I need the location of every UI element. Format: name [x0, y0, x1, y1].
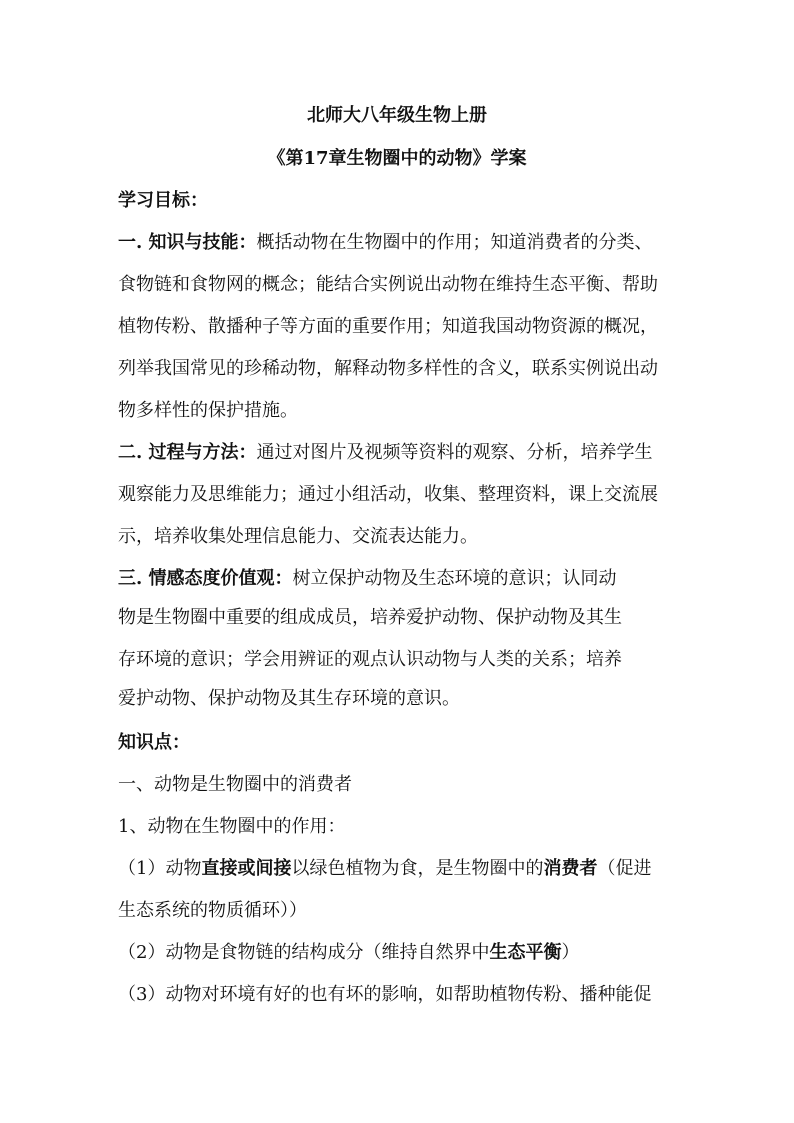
- point1-emph-consumer: 消费者: [543, 858, 598, 879]
- knowledge-heading: 知识点：: [118, 732, 190, 753]
- objective1-label: 一. 知识与技能：: [118, 232, 257, 253]
- section1-heading: 一、动物是生物圈中的消费者: [118, 774, 352, 795]
- objective2-line3: 示，培养收集处理信息能力、交流表达能力。: [118, 526, 478, 547]
- objective2-label: 二. 过程与方法：: [118, 442, 257, 463]
- objective1-line2: 食物链和食物网的概念；能结合实例说出动物在维持生态平衡、帮助: [118, 274, 658, 295]
- point1-text-c: 以绿色植物为食，是生物圈中的: [291, 858, 544, 879]
- point1-line1: [118, 857, 651, 881]
- objective1-line5: 物多样性的保护措施。: [118, 400, 298, 421]
- point3-line: （3）动物对环境有好的也有坏的影响，如帮助植物传粉、播种能促: [118, 984, 652, 1005]
- page-subtitle: 《第17章生物圈中的动物》学案: [267, 148, 527, 169]
- objective1-line4: 列举我国常见的珍稀动物，解释动物多样性的含义，联系实例说出动: [118, 358, 658, 379]
- page-title: 北师大八年级生物上册: [307, 105, 487, 126]
- point2-text-c: ）: [561, 942, 580, 963]
- objective2-line2: 观察能力及思维能力；通过小组活动，收集、整理资料，课上交流展: [118, 484, 658, 505]
- point1-emph-direct-indirect: 直接或间接: [201, 858, 292, 879]
- objective3-line2: 物是生物圈中重要的组成成员，培养爱护动物、保护动物及其生: [118, 607, 622, 628]
- objective3-line3: 存环境的意识；学会用辨证的观点认识动物与人类的关系；培养: [118, 649, 622, 670]
- item1-heading: 1、动物在生物圈中的作用：: [118, 816, 346, 837]
- objective1-line1: [118, 231, 653, 255]
- point2-emph-balance: 生态平衡: [489, 942, 562, 963]
- objective3-text: 树立保护动物及生态环境的意识；认同动: [292, 568, 617, 589]
- objective3-line4: 爱护动物、保护动物及其生存环境的意识。: [118, 688, 460, 709]
- objective1-line3: 植物传粉、散播种子等方面的重要作用；知道我国动物资源的概况，: [118, 316, 658, 337]
- point1-text-e: （促进: [597, 858, 652, 879]
- objective3-line1: [118, 567, 617, 591]
- point2-line: [118, 941, 579, 965]
- point1-text-a: （1）动物: [118, 858, 202, 879]
- objectives-heading: 学习目标：: [118, 190, 208, 211]
- objective2-text: 通过对图片及视频等资料的观察、分析，培养学生: [256, 442, 653, 463]
- point1-line2: 生态系统的物质循环））: [118, 900, 307, 921]
- point2-text-a: （2）动物是食物链的结构成分（维持自然界中: [118, 942, 490, 963]
- objective1-text: 概括动物在生物圈中的作用；知道消费者的分类、: [256, 232, 653, 253]
- objective3-label: 三. 情感态度价值观：: [118, 568, 293, 589]
- objective2-line1: [118, 441, 653, 465]
